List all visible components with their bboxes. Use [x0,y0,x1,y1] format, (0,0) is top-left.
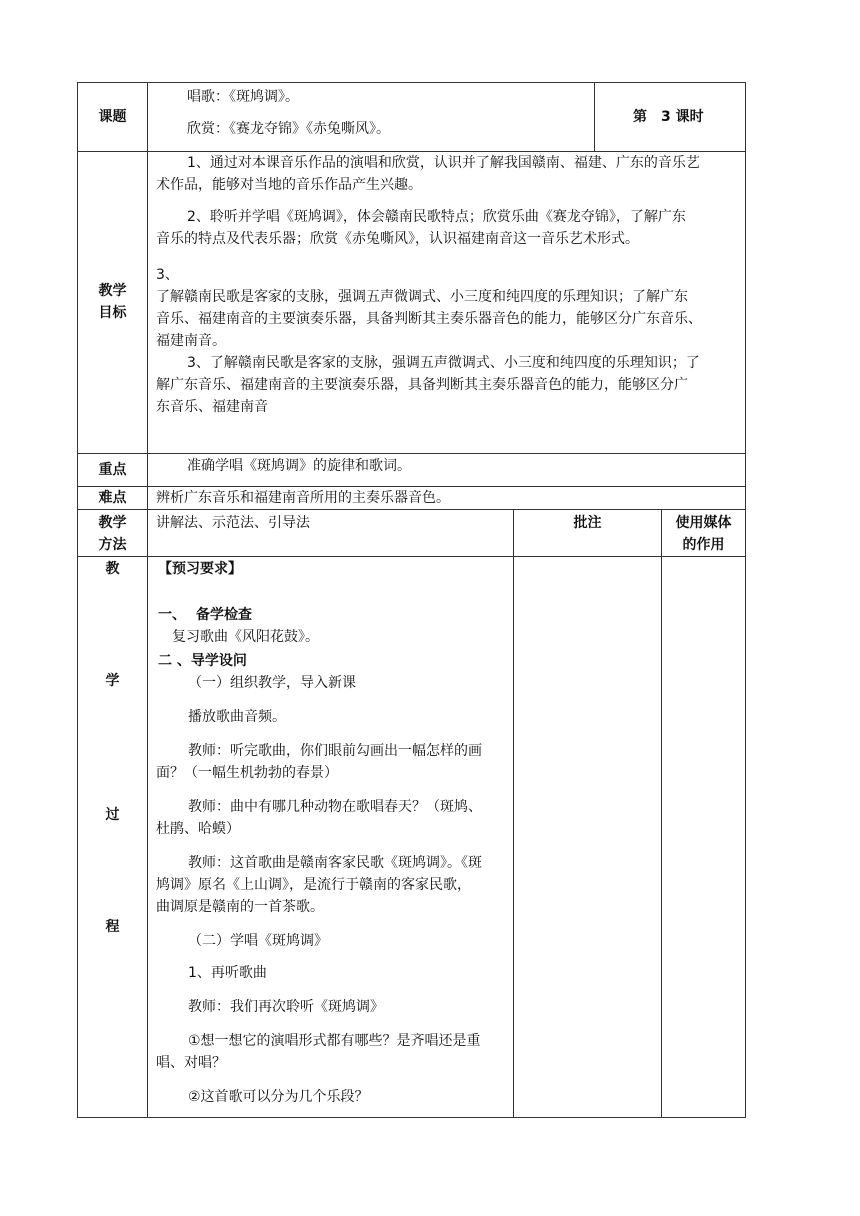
goals-label-line-1: 教学 [98,283,127,299]
key-text: 准确学唱《斑鸠调》的旋律和歌词。 [187,458,411,474]
key-label: 重点 [98,462,127,478]
process-label-cell [77,556,148,1118]
period-label: 第 3 课时 [633,109,704,125]
method-label-line-2: 方法 [98,537,127,553]
notes-header: 批注 [573,515,602,531]
goal-3-line-2: 音乐、福建南音的主要演奏乐器，具备判断其主奏乐器音色的能力，能够区分广东音乐、 [156,311,702,327]
question-3-line-1: 教师：这首歌曲是赣南客家民歌《斑鸠调》。《斑 [188,855,482,871]
section-2-sub-2: （二）学唱《斑鸠调》 [188,933,328,949]
topic-line-2: 欣赏：《赛龙夺锦》《赤兔嘶风》。 [187,121,390,137]
check-1-line-1: ①想一想它的演唱形式都有哪些？是齐唱还是重 [188,1033,481,1049]
section-2-sub-1: （一）组织教学，导入新课 [188,675,356,691]
goal-4-line-1: 3、了解赣南民歌是客家的支脉，强调五声微调式、小三度和纯四度的乐理知识；了 [187,355,700,371]
question-2-line-2: 杜鹃、哈蟆） [156,821,240,837]
goal-1-line-1: 1、通过对本课音乐作品的演唱和欣赏，认识并了解我国赣南、福建、广东的音乐艺 [187,155,700,171]
topic-label: 课题 [98,109,127,125]
process-media-cell [661,556,746,1118]
check-2: ②这首歌可以分为几个乐段？ [188,1089,369,1105]
goal-2-line-1: 2、聆听并学唱《斑鸠调》，体会赣南民歌特点；欣赏乐曲《赛龙夺锦》，了解广东 [187,209,686,225]
section-1-number: 一、 [158,607,186,623]
goal-2-line-2: 音乐的特点及代表乐器；欣赏《赤兔嘶风》，认识福建南音这一音乐艺术形式。 [156,231,639,247]
step-1-title: 1、再听歌曲 [188,965,267,981]
question-3-line-2: 鸠调》原名《上山调》，是流行于赣南的客家民歌， [156,877,471,893]
goal-3-line-1: 了解赣南民歌是客家的支脉，强调五声微调式、小三度和纯四度的乐理知识；了解广东 [156,289,688,305]
question-3-line-3: 曲调原是赣南的一首茶歌。 [156,899,324,915]
goal-1-line-2: 术作品，能够对当地的音乐作品产生兴趣。 [156,177,422,193]
play-audio-text: 播放歌曲音频。 [188,709,286,725]
check-1-line-2: 唱、对唱？ [156,1055,226,1071]
goal-4-line-2: 解广东音乐、福建南音的主要演奏乐器，具备判断其主奏乐器音色的能力，能够区分广 [156,377,688,393]
method-text: 讲解法、示范法、引导法 [156,515,310,531]
step-1-text: 教师：我们再次聆听《斑鸠调》 [188,999,384,1015]
goal-3-line-3: 福建南音。 [156,333,226,349]
question-2-line-1: 教师：曲中有哪几种动物在歌唱春天？（斑鸠、 [188,799,482,815]
section-1-text: 复习歌曲《风阳花鼓》。 [172,629,319,645]
process-label-char-3: 过 [105,807,120,823]
difficulty-text: 辨析广东音乐和福建南音所用的主奏乐器音色。 [156,490,450,506]
media-header-line-1: 使用媒体 [675,515,732,531]
process-label-char-1: 教 [105,561,120,577]
goal-4-line-3: 东音乐、福建南音 [156,399,268,415]
process-label-char-4: 程 [105,919,120,935]
topic-line-1: 唱歌：《斑鸠调》。 [187,89,299,105]
method-label-line-1: 教学 [98,515,127,531]
process-label-char-2: 学 [105,673,120,689]
process-notes-cell [513,556,662,1118]
section-1-title: 备学检查 [196,607,252,623]
media-header-line-2: 的作用 [682,537,725,553]
preview-heading: 【预习要求】 [158,561,242,577]
section-2-title: 二 、导学设问 [158,653,247,669]
question-1-line-1: 教师：听完歌曲，你们眼前勾画出一幅怎样的画 [188,743,482,759]
goal-3-number: 3、 [156,267,179,283]
question-1-line-2: 面？（一幅生机勃勃的春景） [156,765,338,781]
goals-label-line-2: 目标 [98,305,127,321]
difficulty-label: 难点 [98,490,127,506]
